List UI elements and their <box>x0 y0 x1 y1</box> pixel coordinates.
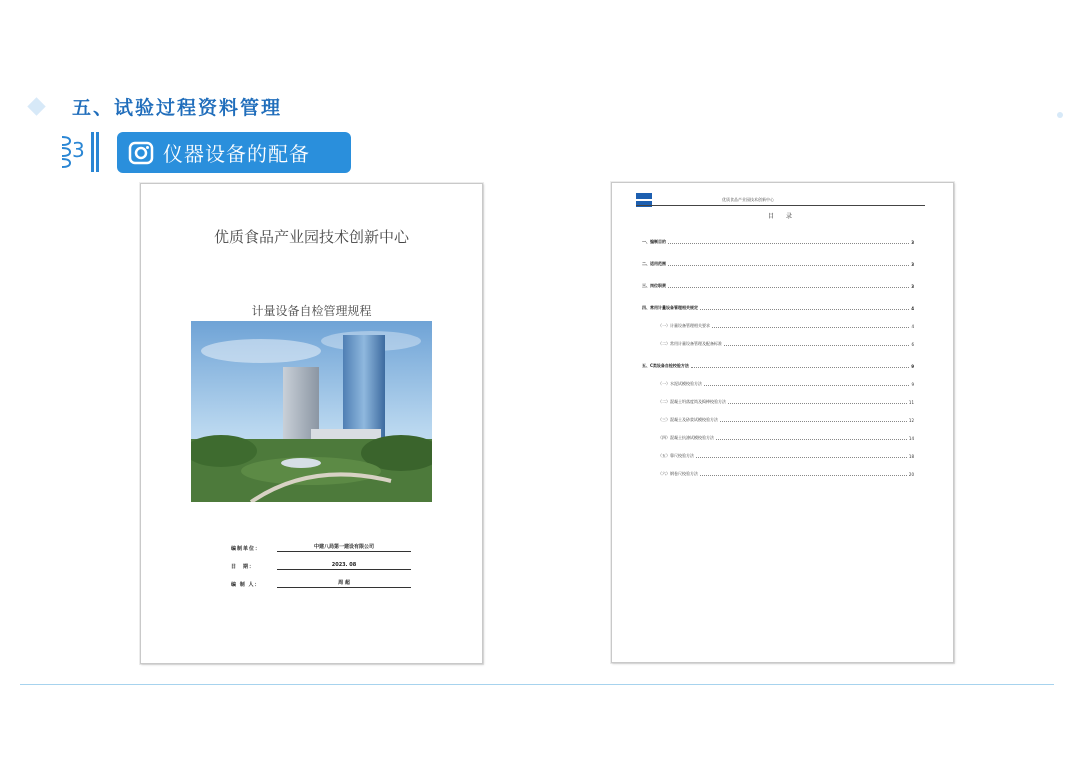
cover-document-page <box>140 183 483 664</box>
cover-meta-table <box>231 534 411 588</box>
toc-entry-page: 4 <box>911 324 914 329</box>
toc-entry-text: （二）常用计量设备管理及配备标准 <box>658 341 722 346</box>
badge-bar <box>91 132 94 172</box>
cover-meta-row <box>231 570 411 588</box>
toc-page-header: 优质食品产业园技术创新中心 <box>722 197 774 202</box>
notebook-coil-icon <box>60 134 72 170</box>
toc-entry <box>642 459 914 477</box>
toc-entry <box>642 289 914 311</box>
toc-list <box>642 223 914 477</box>
toc-entry <box>642 387 914 405</box>
toc-leader-dots <box>704 385 909 386</box>
meta-key: 编制单位： <box>231 546 262 552</box>
toc-leader-dots <box>700 309 909 310</box>
toc-entry <box>642 311 914 329</box>
toc-entry-text: 三、岗位职责 <box>642 283 666 288</box>
toc-entry-page: 9 <box>911 382 914 387</box>
toc-entry-text: （一）水泥试模校验方法 <box>658 381 702 386</box>
camera-icon <box>127 139 155 167</box>
section-number-badge <box>60 130 102 174</box>
toc-entry <box>642 423 914 441</box>
toc-entry-page: 9 <box>911 364 914 369</box>
cover-organization: 优质食品产业园技术创新中心 <box>213 228 409 246</box>
toc-entry-page: 3 <box>911 284 914 289</box>
toc-entry <box>642 369 914 387</box>
toc-entry-page: 3 <box>911 262 914 267</box>
toc-entry-text: 五、C类设备自检校验方法 <box>642 363 689 368</box>
toc-leader-dots <box>691 367 909 368</box>
toc-entry-page: 20 <box>908 472 914 477</box>
toc-entry <box>642 267 914 289</box>
toc-document-page <box>611 182 954 663</box>
toc-entry-text: 二、适用范围 <box>642 261 666 266</box>
toc-entry-text: （三）混凝土及砂浆试模校验方法 <box>658 417 718 422</box>
toc-entry <box>642 329 914 347</box>
toc-entry-text: 四、常用计量设备管理相关规定 <box>642 305 698 310</box>
cover-building-photo <box>191 321 432 502</box>
toc-leader-dots <box>712 327 909 328</box>
badge-bar <box>96 132 99 172</box>
toc-leader-dots <box>716 439 907 440</box>
toc-entry-text: 一、编制目的 <box>642 239 666 244</box>
cover-meta-row <box>231 534 411 552</box>
toc-title: 目 录 <box>768 213 797 220</box>
toc-leader-dots <box>720 421 907 422</box>
toc-entry-text: （四）混凝土抗渗试模校验方法 <box>658 435 714 440</box>
subsection-title-pill <box>117 132 351 173</box>
toc-entry <box>642 223 914 245</box>
toc-entry <box>642 405 914 423</box>
toc-entry-page: 11 <box>908 400 914 405</box>
toc-entry-page: 4 <box>911 306 914 311</box>
toc-leader-dots <box>700 475 907 476</box>
toc-entry-page: 14 <box>908 436 914 441</box>
meta-value: 周 超 <box>277 579 411 588</box>
toc-entry-text: （五）靠尺校验方法 <box>658 453 694 458</box>
header-divider <box>636 205 925 206</box>
toc-entry-text: （一）计量设备管理相关要求 <box>658 323 710 328</box>
toc-leader-dots <box>668 265 909 266</box>
toc-leader-dots <box>696 457 907 458</box>
toc-leader-dots <box>728 403 907 404</box>
subsection-title: 仪器设备的配备 <box>163 142 310 166</box>
meta-value: 2023. 08 <box>277 562 411 570</box>
toc-entry-text: （六）钢卷尺校验方法 <box>658 471 698 476</box>
dot-decoration <box>1057 112 1063 118</box>
toc-entry <box>642 245 914 267</box>
section-number: 3 <box>72 138 85 162</box>
toc-entry-page: 18 <box>908 454 914 459</box>
toc-leader-dots <box>724 345 909 346</box>
cover-meta-row <box>231 552 411 570</box>
meta-key: 编 制 人： <box>231 582 261 588</box>
meta-value: 中建八局第一建设有限公司 <box>277 543 411 552</box>
toc-entry <box>642 441 914 459</box>
toc-entry <box>642 347 914 369</box>
toc-leader-dots <box>668 287 909 288</box>
toc-entry-page: 3 <box>911 240 914 245</box>
section-title: 五、试验过程资料管理 <box>72 97 283 119</box>
toc-entry-text: （二）混凝土坍落度筒及捣棒校验方法 <box>658 399 726 404</box>
diamond-decoration <box>27 97 45 115</box>
cover-document-title: 计量设备自检管理规程 <box>251 304 372 318</box>
meta-key: 日 期： <box>231 564 256 570</box>
toc-entry-page: 6 <box>911 342 914 347</box>
toc-leader-dots <box>668 243 909 244</box>
toc-entry-page: 12 <box>908 418 914 423</box>
bottom-divider <box>20 684 1054 685</box>
